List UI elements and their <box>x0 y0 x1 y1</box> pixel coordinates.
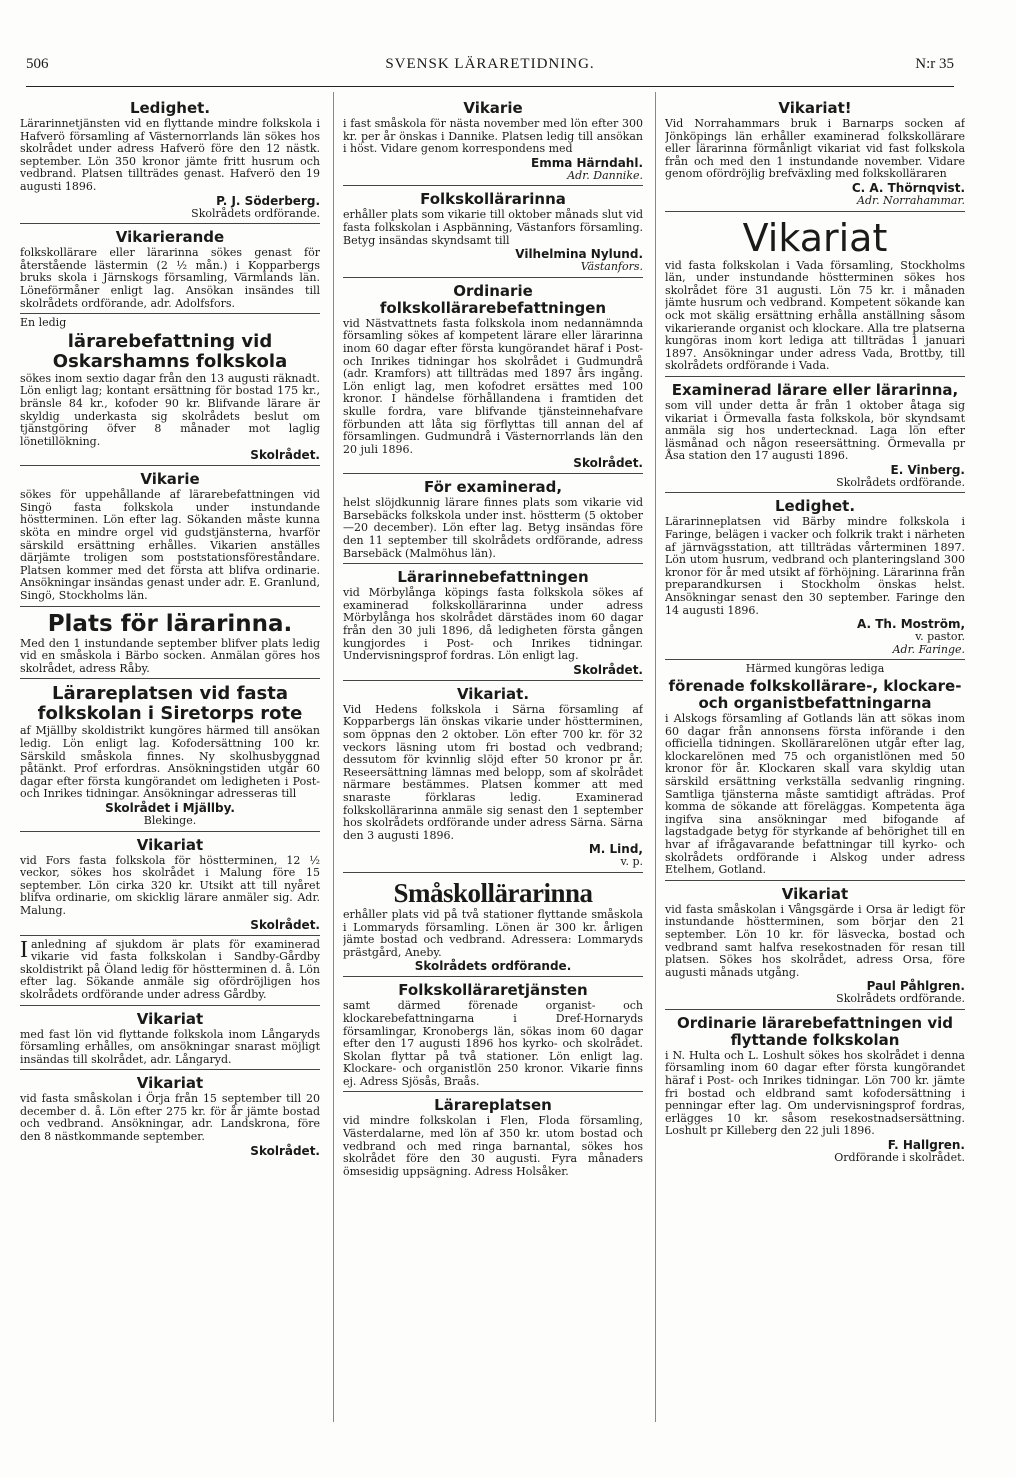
drop-cap: I <box>20 936 28 963</box>
ad-vikariat-orsa <box>665 880 965 1006</box>
ad-signature-sub: Adr. Norrahammar. <box>857 193 965 207</box>
ad-heading: Plats för lärarinna. <box>47 610 293 637</box>
ad-ledighet-hafvero <box>20 100 320 220</box>
ad-body: Med den 1 instundande september blifver plats ledig vid en småskola i Bärbo socken. Anmälan göres hos skolrådet, adress Råby. <box>20 636 320 675</box>
ad-barseback <box>343 473 643 560</box>
ad-ledighet-faringe <box>665 492 965 656</box>
ad-heading: Vikarie <box>140 470 200 489</box>
ad-signature: Skolrådets ordförande. <box>414 959 572 974</box>
ad-ormevalla <box>665 376 965 490</box>
ad-preface: Härmed kungöras lediga <box>745 662 885 676</box>
ad-heading: Lärareplatsen <box>434 1096 552 1115</box>
ad-heading: Vikariat <box>136 1074 204 1093</box>
ad-signature: F. Hallgren. <box>887 1138 965 1153</box>
ad-signature: M. Lind, <box>588 842 643 857</box>
ad-body: Vid Hedens folkskola i Särna församling af Kopparbergs län önskas vikarie under höstterminen, som öppnas den 2 oktober. Lön efter 700 kr. för 32 veckors läsning utom fri bostad och vedbrand; dessutom för kvinnlig slöjd efter 50 kronor pr år. Reseersättning lämnas med belopp, som af skolrådet närmare bestämmes. Platsen kommer att med snaraste förklaras ledig. Examinerad folkskollärarinna anmäle sig senast den 1 september hos skolrådets ordförande under adress Särna. Särna den 3 augusti 1896. <box>343 702 643 842</box>
ad-body: med fast lön vid flyttande folkskola inom Långaryds församling erhålles, om ansökningar snarast möjligt insändas till skolrådet, adr. Långaryd. <box>20 1027 320 1066</box>
ad-oskarshamn <box>20 313 320 462</box>
ad-morbylanga <box>343 563 643 677</box>
ad-body: vid mindre folkskolan i Flen, Floda församling, Västerdalarne, med lön af 350 kr. utom bostad och vedbrand och med ringa barnantal, sökes hos skolrådet före den 30 augusti. Fyra månaders ömsesidig uppsägning. Adress Holsåker. <box>343 1114 643 1178</box>
ad-sandby-gardby <box>20 935 320 1002</box>
publication-title: SVENSK LÄRARETIDNING. <box>385 56 595 72</box>
ad-body: Lärarinneplatsen vid Bärby mindre folkskola i Faringe, belägen i vacker och folkrik trakt i närheten af järnvägsstation, att tillträdas vårterminen 1897. Lön utom husrum, vedbrand och planteringsland 300 kronor för år med utsikt af förhöjning. Lärarinna från preparandkursen i Stockholm önskas helst. Ansökningar senast den 30 september. Faringe den 14 augusti 1896. <box>665 515 965 617</box>
ad-signature: P. J. Söderberg. <box>216 193 320 208</box>
ad-signature: Vilhelmina Nylund. <box>515 247 643 262</box>
ad-body: vid fasta småskolan i Vångsgärde i Orsa är ledigt för instundande höstterminen, som börjar den 21 september. Lön 10 kr. för läsvecka, bostad och vedbrand samt halfva resekostnaden för resan till platsen. Sökes hos skolrådet, adress Orsa, före augusti månads utgång. <box>665 902 965 979</box>
ad-body: vid Fors fasta folkskola för höstterminen, 12 ½ veckor, sökes hos skolrådet i Malung före 15 september. Lön cirka 320 kr. Utsikt att till nyåret blifva ordinarie, om skicklig lärare anmäler sig. Adr. Malung. <box>20 853 320 917</box>
ad-nastvattnet <box>343 277 643 471</box>
ad-heading: Ledighet. <box>774 497 856 516</box>
ad-heading: förenade folkskollärare-, klockare- och organistbefattningarna <box>668 677 962 712</box>
ad-dref-hornaryd <box>343 976 643 1088</box>
ad-signature: Skolrådet. <box>573 662 643 677</box>
ad-signature-sub: Blekinge. <box>143 813 197 827</box>
ad-signature-sub: Adr. Faringe. <box>892 642 965 656</box>
ad-signature-sub: v. pastor. <box>915 630 965 644</box>
ad-smaskollararinna <box>343 872 643 973</box>
ad-vikariat-sarna <box>343 680 643 869</box>
ad-body: Lärarinnetjänsten vid en flyttande mindre folkskola i Hafverö församling af Västernorrlands län sökes hos skolrådet under adress Hafverö före den 12 nästk. september. Lön 350 kronor jämte fritt husrum och vedbrand. Platsen tillträdes genast. Hafverö den 19 augusti 1896. <box>20 117 320 193</box>
ad-flen <box>343 1091 643 1178</box>
ad-body: som vill under detta år från 1 oktober åtaga sig vikariat i Örmevalla fasta folkskola, bör skyndsamt anmäla sig hos undertecknad. Laga lön efter läsmånad och någon reseersättning. Örmevalla pr Åsa station den 17 augusti 1896. <box>665 398 965 463</box>
ad-signature: C. A. Thörnqvist. <box>851 180 965 195</box>
ad-vikariat-fors <box>20 831 320 932</box>
ad-preface: En ledig <box>20 316 67 330</box>
ad-heading: Ordinarie lärarebefattningen vid flyttande folkskolan <box>677 1013 953 1049</box>
ad-signature: Skolrådet. <box>250 917 320 932</box>
ad-heading: Folkskollärarinna <box>420 190 566 209</box>
ad-signature: Skolrådet i Mjällby. <box>105 800 235 815</box>
issue-number: N:r 35 <box>915 56 954 72</box>
ad-heading: För examinerad, <box>423 478 563 497</box>
ad-body: anledning af sjukdom är plats för examinerad vikarie vid fasta folkskolan i Sandby-Gårdby skoldistrikt på Öland ledig för höstterminen d. å. Lön efter lag. Sökande anmäle sig ofördröjligen hos skolrådets ordförande under adress Gårdby. <box>20 937 320 1001</box>
ad-heading: Ordinarie folkskollärarebefattningen <box>379 281 607 317</box>
ad-heading: Vikariat! <box>778 99 852 117</box>
ad-signature: Emma Härndahl. <box>531 155 643 170</box>
ad-signature: Skolrådet. <box>573 456 643 471</box>
ad-signature-sub: Adr. Dannike. <box>567 168 643 182</box>
ad-heading: Vikariat. <box>456 684 530 703</box>
column-3 <box>665 98 965 1418</box>
column-divider <box>655 92 656 1422</box>
page-header <box>26 56 954 78</box>
column-1 <box>20 98 320 1418</box>
ad-vikarie-dannike <box>343 100 643 182</box>
ad-heading: Vikariat <box>742 215 888 260</box>
ad-body: i N. Hulta och L. Loshult sökes hos skolrådet i denna församling inom 60 dagar efter första kungörandet häraf i Post- och Inrikes tidningar. Lön 700 kr. jämte fri bostad och eldbrand samt kofodersättning i penningar efter lag. Om undervisningsprof fordras, erlägges 10 kr. såsom resekostnadsersättning. Loshult pr Killeberg den 22 juli 1896. <box>665 1048 965 1138</box>
ad-signature: Skolrådet. <box>250 1143 320 1158</box>
ad-vikarie-singo <box>20 465 320 602</box>
ad-signature: A. Th. Moström, <box>857 617 965 632</box>
ad-body: vid fasta småskolan i Örja från 15 september till 20 december d. å. Lön efter 275 kr. för år jämte bostad och vedbrand. Ansökningar, adr. Landskrona, före den 8 nästkommande september. <box>20 1092 320 1144</box>
ad-heading: Vikariat <box>781 884 849 903</box>
ad-vikariat-orja <box>20 1069 320 1157</box>
page-number: 506 <box>26 56 49 72</box>
ad-signature-sub: Skolrådets ordförande. <box>836 475 965 489</box>
ad-body: af Mjällby skoldistrikt kungöres härmed till ansökan ledig. Lön enligt lag. Kofodersättning 100 kr. Särskild småskola finnes. Ny skolhusbyggnad påtänkt. Prof erfordras. Ansökningstiden utgår 60 dagar efter första kungörandet om ledigheten i Post- och Inrikes tidningar. Ansökningar adresseras till <box>20 724 320 801</box>
ad-signature: E. Vinberg. <box>890 462 965 477</box>
ad-heading: Småskollärarinna <box>393 877 593 908</box>
ad-plats-for-lararinna <box>20 606 320 676</box>
ad-heading: Examinerad lärare eller lärarinna, <box>671 380 959 399</box>
ad-heading: lärarebefattning vid Oskarshamns folkskola <box>52 330 288 372</box>
ad-body: erhåller plats vid på två stationer flyttande småskola i Lommaryds församling. Lönen är 300 kr. årligen jämte bostad och vedbrand. Adressera: Lommaryds prästgård, Aneby. <box>343 907 643 959</box>
ad-loshult <box>665 1009 965 1165</box>
ad-vikarierande <box>20 223 320 310</box>
ad-folkskollararinna <box>343 185 643 273</box>
ad-heading: Ledighet. <box>129 99 211 117</box>
ad-signature-sub: Västanfors. <box>580 260 643 274</box>
ad-body: vid Mörbylånga köpings fasta folkskola sökes af examinerad folkskollärarinna under adress Mörbylånga hos skolrådet därstädes inom 60 dagar från den 30 juli 1896, då ledigheten första gången kungjordes i Post- och Inrikes tidningar. Undervisningsprof fordras. Lön enligt lag. <box>343 586 643 663</box>
ad-heading: Lärareplatsen vid fasta folkskolan i Siretorps rote <box>37 683 303 725</box>
ad-heading: Vikariat <box>136 835 204 854</box>
ad-heading: Vikariat <box>136 1009 204 1028</box>
ad-norrahammar <box>665 100 965 208</box>
ad-signature-sub: v. p. <box>620 855 643 869</box>
ad-body: folkskollärare eller lärarinna sökes genast för återstående lästermin (2 ½ mån.) i Kopparbergs bruks skola i Järnskogs församling, Värmlands län. Löneförmåner enligt lag. Ansökan insändes till skolrådets ordförande, adr. Adolfsfors. <box>20 246 320 310</box>
ad-heading: Vikarie <box>463 99 523 117</box>
ad-body: Vid Norrahammars bruk i Barnarps socken af Jönköpings län erhåller examinerad folkskollärare eller lärarinna förmånligt vikariat vid fast folkskola från och med den 1 instundande november. Vidare genom ofördröjlig brefväxling med folkskolläraren <box>665 117 965 181</box>
ad-body: samt därmed förenade organist- och klockarebefattningarna i Dref-Hornaryds församlingar, Kronobergs län, sökas inom 60 dagar efter den 17 augusti 1896 hos kyrko- och skolrådet. Skolan flyttar på två stationer. Lön enligt lag. Klockare- och organistlön 250 kronor. Vikarie finns ej. Adress Sjösås, Braås. <box>343 999 643 1088</box>
ad-body: sökes inom sextio dagar från den 13 augusti räknadt. Lön enligt lag; kontant ersättning för bostad 175 kr., bränsle 84 kr., kofoder 90 kr. Blifvande lärare är skyldig underkasta sig skolrådets beslut om tjänstgöring öfver 8 månader mot laglig lönetillökning. <box>20 371 320 448</box>
ad-body: vid fasta folkskolan i Vada församling, Stockholms län, under instundande höstterminen sökes hos skolrådet före 31 augusti. Lön 75 kr. i månaden jämte husrum och vedbrand. Kompetent sökande kan ock mot skälig ersättning erhålla anställning såsom vikarierande organist och klockare. Alla tre platserna kungöras inom kort lediga att tillträdas 1 januari 1897. Ansökningar under adress Vada, Brottby, till skolrådets ordförande i Vada. <box>665 258 965 373</box>
column-2 <box>343 98 643 1418</box>
ad-alskog <box>665 659 965 876</box>
ad-siretorp <box>20 678 320 827</box>
ad-vikariat-vada <box>665 211 965 373</box>
ad-vikariat-langaryd <box>20 1005 320 1067</box>
ad-signature: Paul Påhlgren. <box>866 979 965 994</box>
ad-body: i fast småskola för nästa november med lön efter 300 kr. per år önskas i Dannike. Platsen ledig till ansökan i höst. Vidare genom korrespondens med <box>343 117 643 156</box>
ad-body: i Alskogs församling af Gotlands län att sökas inom 60 dagar från annonsens första införande i den officiella tidningen. Skollärarelönen utgår efter lag, klockarelönen med 75 och organistlönen med 50 kronor för år. Klockaren skall vara skyldig utan särskild ersättning verkställa sedvanlig ringning. Samtliga tjänsterna måste samtidigt afträdas. Prof komma de sökande att föreläggas. Kompetenta äga ingifva sina ansökningar med bifogande af lagstadgade betyg för styrkande af behörighet till en hvar af ifrågavarande befattningar till kyrko- och skolrådets ordförande i Alskog under adress Etelhem, Gotland. <box>665 712 965 877</box>
ad-heading: Folkskolläraretjänsten <box>398 981 588 1000</box>
ad-signature-sub: Skolrådets ordförande. <box>836 992 965 1006</box>
ad-signature-sub: Skolrådets ordförande. <box>191 206 320 220</box>
ad-signature: Skolrådet. <box>250 448 320 463</box>
ad-body: sökes för uppehållande af lärarebefattningen vid Singö fasta folkskola under instundande höstterminen. Lön efter lag. Sökanden måste kunna sköta en mindre orgel vid gudstjänsterna, hvarför särskild ersättning erhålles. Vikarien anställes därjämte troligen som poststationsföreståndare. Platsen kommer med det första att blifva ordinarie. Ansökningar insändas genast under adr. E. Granlund, Singö, Stockholms län. <box>20 488 320 603</box>
column-divider <box>333 92 334 1422</box>
ad-body: erhåller plats som vikarie till oktober månads slut vid fasta folkskolan i Aspbänning, Västanfors församling. Betyg insändas skyndsamt till <box>343 208 643 247</box>
ad-heading: Vikarierande <box>115 228 225 247</box>
ad-body: helst slöjdkunnig lärare finnes plats som vikarie vid Barsebäcks folkskola under inst. höstterm (5 oktober—20 december). Lön efter lag. Betyg insändas före den 11 september till skolrådets ordförande, adress Barsebäck (Malmöhus län). <box>343 496 643 560</box>
header-rule <box>26 86 954 87</box>
ad-heading: Lärarinnebefattningen <box>397 568 589 587</box>
ad-signature-sub: Ordförande i skolrådet. <box>834 1151 965 1165</box>
ad-body: vid Nästvattnets fasta folkskola inom nedannämnda församling sökes af kompetent lärare eller lärarinna inom 60 dagar efter första kungörandet häraf i Post- och Inrikes tidningar hos skolrådet i Gudmundrå (adr. Kramfors) att tillträdas med 1897 års ingång. Lön enligt lag, men kofodret ersättes med 100 kronor. I händelse förhållandena i framtiden det skulle fordra, vare blifvande tjänsteinnehafvare förbunden att låta sig förflyttas till annan del af församlingen. Gudmundrå i Västernorrlands län den 20 juli 1896. <box>343 316 643 456</box>
